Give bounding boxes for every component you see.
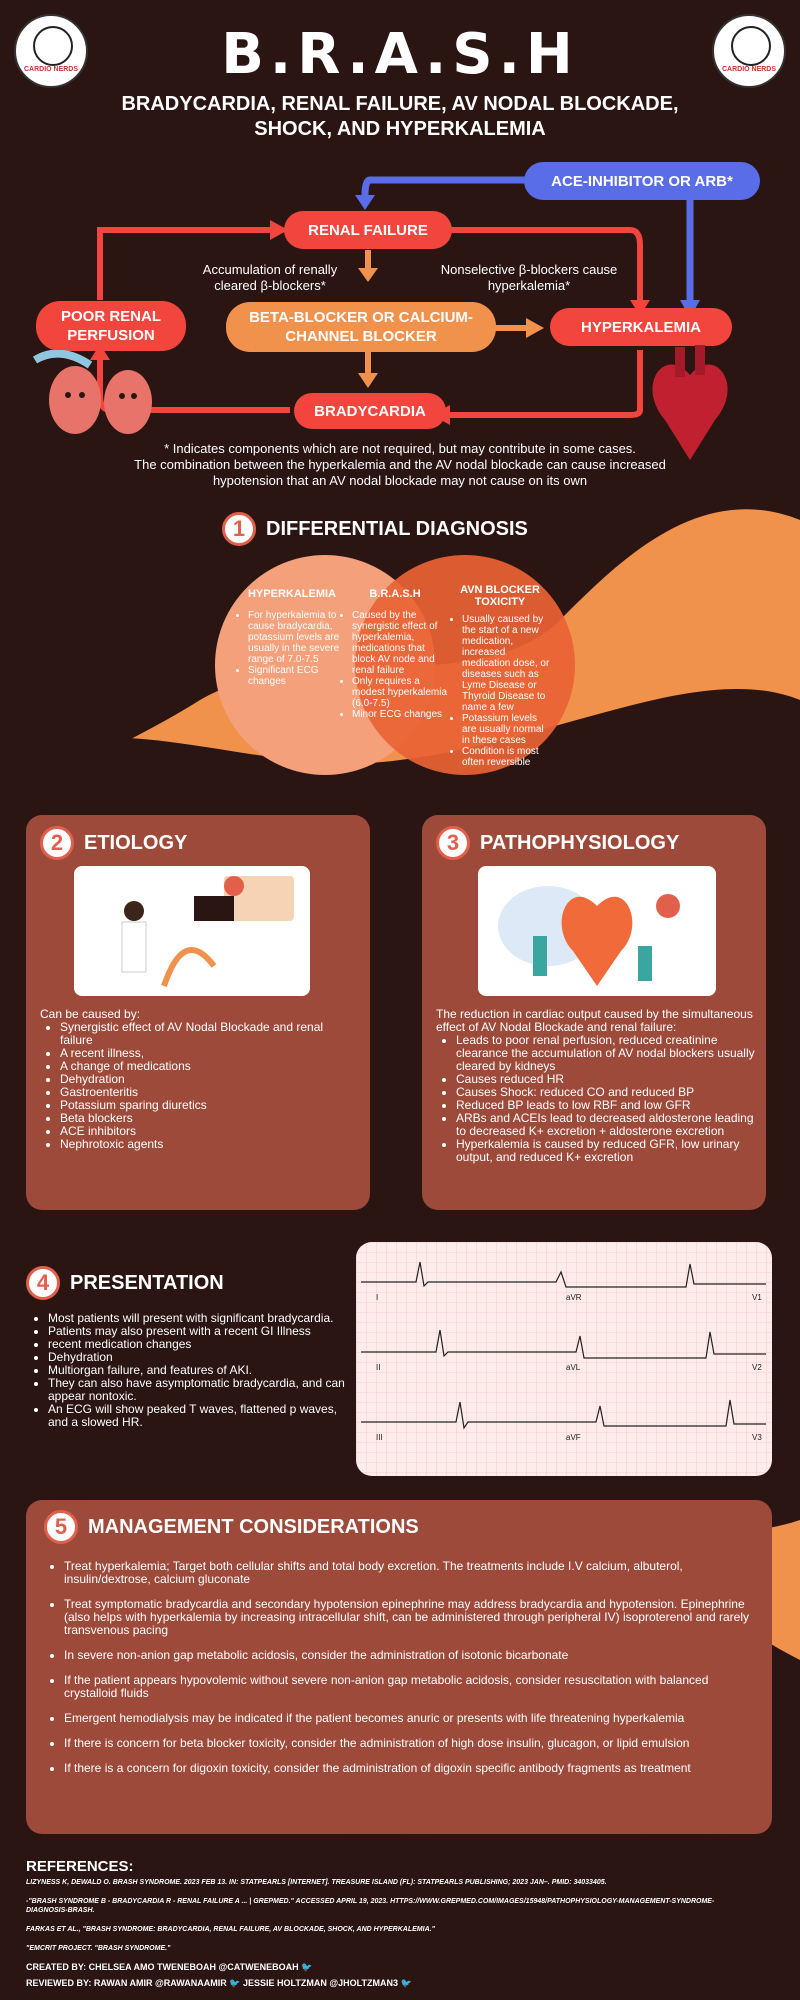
list-item: • Potassium levels are usually normal in these cases [462,713,550,746]
ecg-lead-label: aVF [566,1433,581,1442]
management-body [44,1560,760,1787]
section-number: 3 [436,826,470,860]
etiology-illustration [74,866,310,996]
ecg-lead-label: II [376,1363,381,1372]
pathophysiology-illustration [478,866,716,996]
list-item: • For hyperkalemia to cause bradycardia, potassium levels are usually in the severe range of 7.0-7.5 [248,610,348,665]
list-item: • Only requires a modest hyperkalemia (6.0-7.5) [352,676,450,709]
reference-item: LIZYNESS K, DEWALD O. BRASH SYNDROME. 2023 FEB 13. IN: STATPEARLS [INTERNET]. TREASURE ISLAND (FL): STATPEARLS PUBLISHING; 2023 JAN–. PMID: 34033405. [26,1879,607,1886]
pathophysiology-body: The reduction in cardiac output caused by the simultaneous effect of AV Nodal Blockade and renal failure: • Leads to poor renal perfusion, reduced creatinine clearance the accumulation of AV nodal blockers usually cleared by kidneys • Causes reduced HR • Causes Shock: reduced CO and reduced BP • Reduced BP leads to low RBF and low GFR • ARBs and ACEIs lead to decreased aldosterone leading to decreased K+ excretion + aldosterone excretion • Hyperkalemia is caused by reduced GFR, low urinary output, and reduced K+ excretion [436,1008,756,1164]
cardionerds-logo-right: CARDIO NERDS [712,14,786,88]
bradycardia-node: BRADYCARDIA [294,393,446,429]
list-item: • ARBs and ACEIs lead to decreased aldosterone leading to decreased K+ excretion + aldosterone excretion [456,1112,756,1138]
list-item: • Treat symptomatic bradycardia and secondary hypotension epinephrine may address bradycardia and hypotension. Epinephrine (also helps with hyperkalemia by increasing intracellular shift, can be administered through peripheral IV) isoproterenol and rarely transvenous pacing [64,1598,760,1637]
ecg-strip [356,1242,772,1476]
list-item: • ACE inhibitors [60,1125,350,1138]
reference-item: FARKAS ET AL., "BRASH SYNDROME: BRADYCARDIA, RENAL FAILURE, AV BLOCKADE, SHOCK, AND HYPERKALEMIA." [26,1926,435,1933]
list-item: • Dehydration [48,1351,348,1364]
ecg-lead-label: I [376,1293,379,1302]
poor-renal-perfusion-node: POOR RENAL PERFUSION [36,301,186,351]
list-item: • Most patients will present with significant bradycardia. [48,1312,348,1325]
list-item: • They can also have asymptomatic bradycardia, and can appear nontoxic. [48,1377,348,1403]
venn-left: HYPERKALEMIA • For hyperkalemia to cause bradycardia, potassium levels are usually in the severe range of 7.0-7.5 • Significant ECG changes [236,588,348,687]
section-number: 1 [222,512,256,546]
cardionerds-logo-left: CARDIO NERDS [14,14,88,88]
etiology-heading: 2 ETIOLOGY [40,826,187,860]
list-item: • Treat hyperkalemia; Target both cellular shifts and total body excretion. The treatments include I.V calcium, albuterol, insulin/dextrose, calcium gluconate [64,1560,760,1586]
presentation-heading: 4 PRESENTATION [26,1266,224,1300]
list-item: • Synergistic effect of AV Nodal Blockade and renal failure [60,1021,350,1047]
list-item: • Beta blockers [60,1112,350,1125]
list-item: • Caused by the synergistic effect of hyperkalemia, medications that block AV node and renal failure [352,610,450,676]
hyperkalemia-node: HYPERKALEMIA [550,308,732,346]
ecg-lead-label: III [376,1433,383,1442]
list-item: • If there is a concern for digoxin toxicity, consider the administration of digoxin specific antibody fragments as treatment [64,1762,760,1775]
list-item: • An ECG will show peaked T waves, flattened p waves, and a slowed HR. [48,1403,348,1429]
list-item: • If there is concern for beta blocker toxicity, consider the administration of high dose insulin, glucagon, or lipid emulsion [64,1737,760,1750]
footnote-required: * Indicates components which are not required, but may contribute in some cases. [164,441,636,456]
ecg-lead-label: V2 [752,1363,762,1372]
presentation-body [28,1312,348,1429]
list-item: • Patients may also present with a recent GI Illness [48,1325,348,1338]
reference-item: "EMCRIT PROJECT. "BRASH SYNDROME." [26,1945,171,1952]
list-item: • Hyperkalemia is caused by reduced GFR, low urinary output, and reduced K+ excretion [456,1138,756,1164]
created-by: CREATED BY: CHELSEA AMO TWENEBOAH @CATWENEBOAH 🐦 [26,1962,313,1972]
venn-right: AVN BLOCKER TOXICITY • Usually caused by the start of a new medication, increased medication dose, or diseases such as Lyme Disease or Thyroid Disease to name a few • Potassium levels are usually normal in these cases • Condition is most often reversible [450,584,550,768]
list-item: • Potassium sparing diuretics [60,1099,350,1112]
footnote-combination: The combination between the hyperkalemia and the AV nodal blockade can cause increased hypotension that an AV nodal blockade may not cause on its own [134,457,666,488]
list-item: • A recent illness, [60,1047,350,1060]
ecg-lead-label: aVL [566,1363,581,1372]
list-item: • If the patient appears hypovolemic without severe non-anion gap metabolic acidosis, consider resuscitation with balanced crystalloid fluids [64,1674,760,1700]
reference-item: -"BRASH SYNDROME B - BRADYCARDIA R - RENAL FAILURE A ... | GREPMED." ACCESSED APRIL 19, 2023. HTTPS://WWW.GREPMED.COM/IMAGES/15948/PATHOPHYSIOLOGY-MANAGEMENT-SYNDROME-DIAGNOSIS-BRASH. [26,1898,715,1914]
references-list [26,1878,746,1953]
list-item: • Condition is most often reversible [462,746,550,768]
list-item: • Gastroenteritis [60,1086,350,1099]
pathophysiology-heading: 3 PATHOPHYSIOLOGY [436,826,679,860]
list-item: • Causes reduced HR [456,1073,756,1086]
list-item: • recent medication changes [48,1338,348,1351]
list-item: • Leads to poor renal perfusion, reduced creatinine clearance the accumulation of AV nodal blockers usually cleared by kidneys [456,1034,756,1073]
list-item: • Nephrotoxic agents [60,1138,350,1151]
twitter-icon: 🐦 [229,1978,241,1988]
ecg-lead-label: aVR [566,1293,582,1302]
page-subtitle: BRADYCARDIA, RENAL FAILURE, AV NODAL BLOCKADE, SHOCK, AND HYPERKALEMIA [121,93,679,140]
list-item: • Multiorgan failure, and features of AKI. [48,1364,348,1377]
list-item: • Minor ECG changes [352,709,450,720]
list-item: • Causes Shock: reduced CO and reduced BP [456,1086,756,1099]
list-item: • Significant ECG changes [248,665,348,687]
list-item: • Reduced BP leads to low RBF and low GFR [456,1099,756,1112]
ecg-lead-label: V1 [752,1293,762,1302]
etiology-body: Can be caused by: • Synergistic effect of AV Nodal Blockade and renal failure • A recent illness, • A change of medications • Dehydration • Gastroenteritis • Potassium sparing diuretics • Beta blockers • ACE inhibitors • Nephrotoxic agents [40,1008,350,1151]
page-title: B.R.A.S.H [221,22,579,87]
ecg-lead-label: V3 [752,1433,762,1442]
list-item: • A change of medications [60,1060,350,1073]
section-number: 4 [26,1266,60,1300]
beta-blocker-node: BETA-BLOCKER OR CALCIUM-CHANNEL BLOCKER [226,302,496,352]
twitter-icon: 🐦 [301,1962,313,1972]
list-item: • Usually caused by the start of a new medication, increased medication dose, or diseases such as Lyme Disease or Thyroid Disease to name a few [462,614,550,713]
label-nonselective: Nonselective β-blockers cause hyperkalemia* [440,262,618,293]
management-heading: 5 MANAGEMENT CONSIDERATIONS [44,1510,419,1544]
reviewed-by: REVIEWED BY: RAWAN AMIR @RAWANAAMIR 🐦 JESSIE HOLTZMAN @JHOLTZMAN3 🐦 [26,1978,412,1988]
list-item: • Emergent hemodialysis may be indicated if the patient becomes anuric or presents with life threatening hyperkalemia [64,1712,760,1725]
section-number: 5 [44,1510,78,1544]
label-accumulation: Accumulation of renally cleared β-blockers* [202,262,338,293]
differential-heading: 1 DIFFERENTIAL DIAGNOSIS [222,512,528,546]
twitter-icon: 🐦 [400,1978,412,1988]
section-number: 2 [40,826,74,860]
renal-failure-node: RENAL FAILURE [284,211,452,249]
ace-inhibitor-node: ACE-INHIBITOR OR ARB* [524,162,760,200]
references-heading: REFERENCES: [26,1858,134,1875]
list-item: • Dehydration [60,1073,350,1086]
venn-middle: B.R.A.S.H • Caused by the synergistic effect of hyperkalemia, medications that block AV node and renal failure • Only requires a modest hyperkalemia (6.0-7.5) • Minor ECG changes [340,588,450,720]
list-item: • In severe non-anion gap metabolic acidosis, consider the administration of isotonic bicarbonate [64,1649,760,1662]
